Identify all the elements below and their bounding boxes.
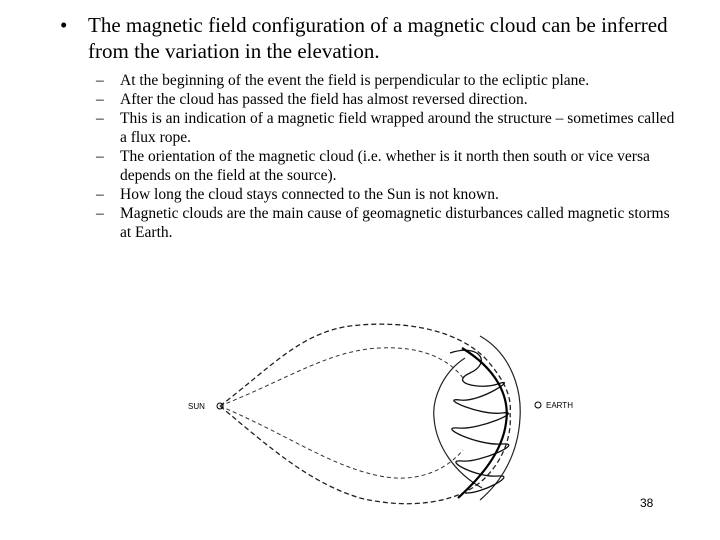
- page-number: 38: [640, 496, 654, 510]
- sub-bullet: [96, 204, 676, 242]
- inner-field-line-lower: [220, 406, 463, 478]
- sub-bullet: [96, 185, 676, 204]
- flux-rope-diagram: [180, 318, 580, 510]
- bullet-dot: •: [60, 13, 68, 37]
- bullet-dash: –: [96, 110, 104, 127]
- sub-bullet-text: How long the cloud stays connected to the Sun is not known.: [120, 186, 499, 203]
- sun-label: SUN: [188, 402, 205, 411]
- sub-bullet-text: After the cloud has passed the field has almost reversed direction.: [120, 91, 528, 108]
- sub-bullet: [96, 109, 676, 147]
- sub-bullet: [96, 147, 676, 185]
- main-bullet-text: The magnetic field configuration of a magnetic cloud can be inferred from the variation in the elevation.: [88, 13, 668, 63]
- sub-bullet-text: At the beginning of the event the field is perpendicular to the ecliptic plane.: [120, 72, 590, 89]
- sub-bullet-text: Magnetic clouds are the main cause of geomagnetic disturbances called magnetic storms at Earth.: [120, 205, 670, 241]
- earth-label: EARTH: [546, 401, 573, 410]
- inner-field-line-upper: [220, 348, 463, 406]
- bullet-dash: –: [96, 91, 104, 108]
- bullet-dash: –: [96, 148, 104, 165]
- bullet-dash: –: [96, 72, 104, 89]
- flux-rope-helix: [450, 350, 509, 493]
- cloud-inner-boundary: [434, 358, 482, 488]
- sub-bullet: [96, 71, 676, 90]
- bullet-dash: –: [96, 205, 104, 222]
- sub-bullet-text: The orientation of the magnetic cloud (i.e. whether is it north then south or vice versa depends on the field at the source).: [120, 148, 650, 184]
- main-bullet: [60, 12, 690, 64]
- earth-icon: [535, 402, 541, 408]
- sub-bullet-list: [96, 71, 676, 242]
- sub-bullet: [96, 90, 676, 109]
- sub-bullet-text: This is an indication of a magnetic field wrapped around the structure – sometimes called a flux rope.: [120, 110, 675, 146]
- bullet-dash: –: [96, 186, 104, 203]
